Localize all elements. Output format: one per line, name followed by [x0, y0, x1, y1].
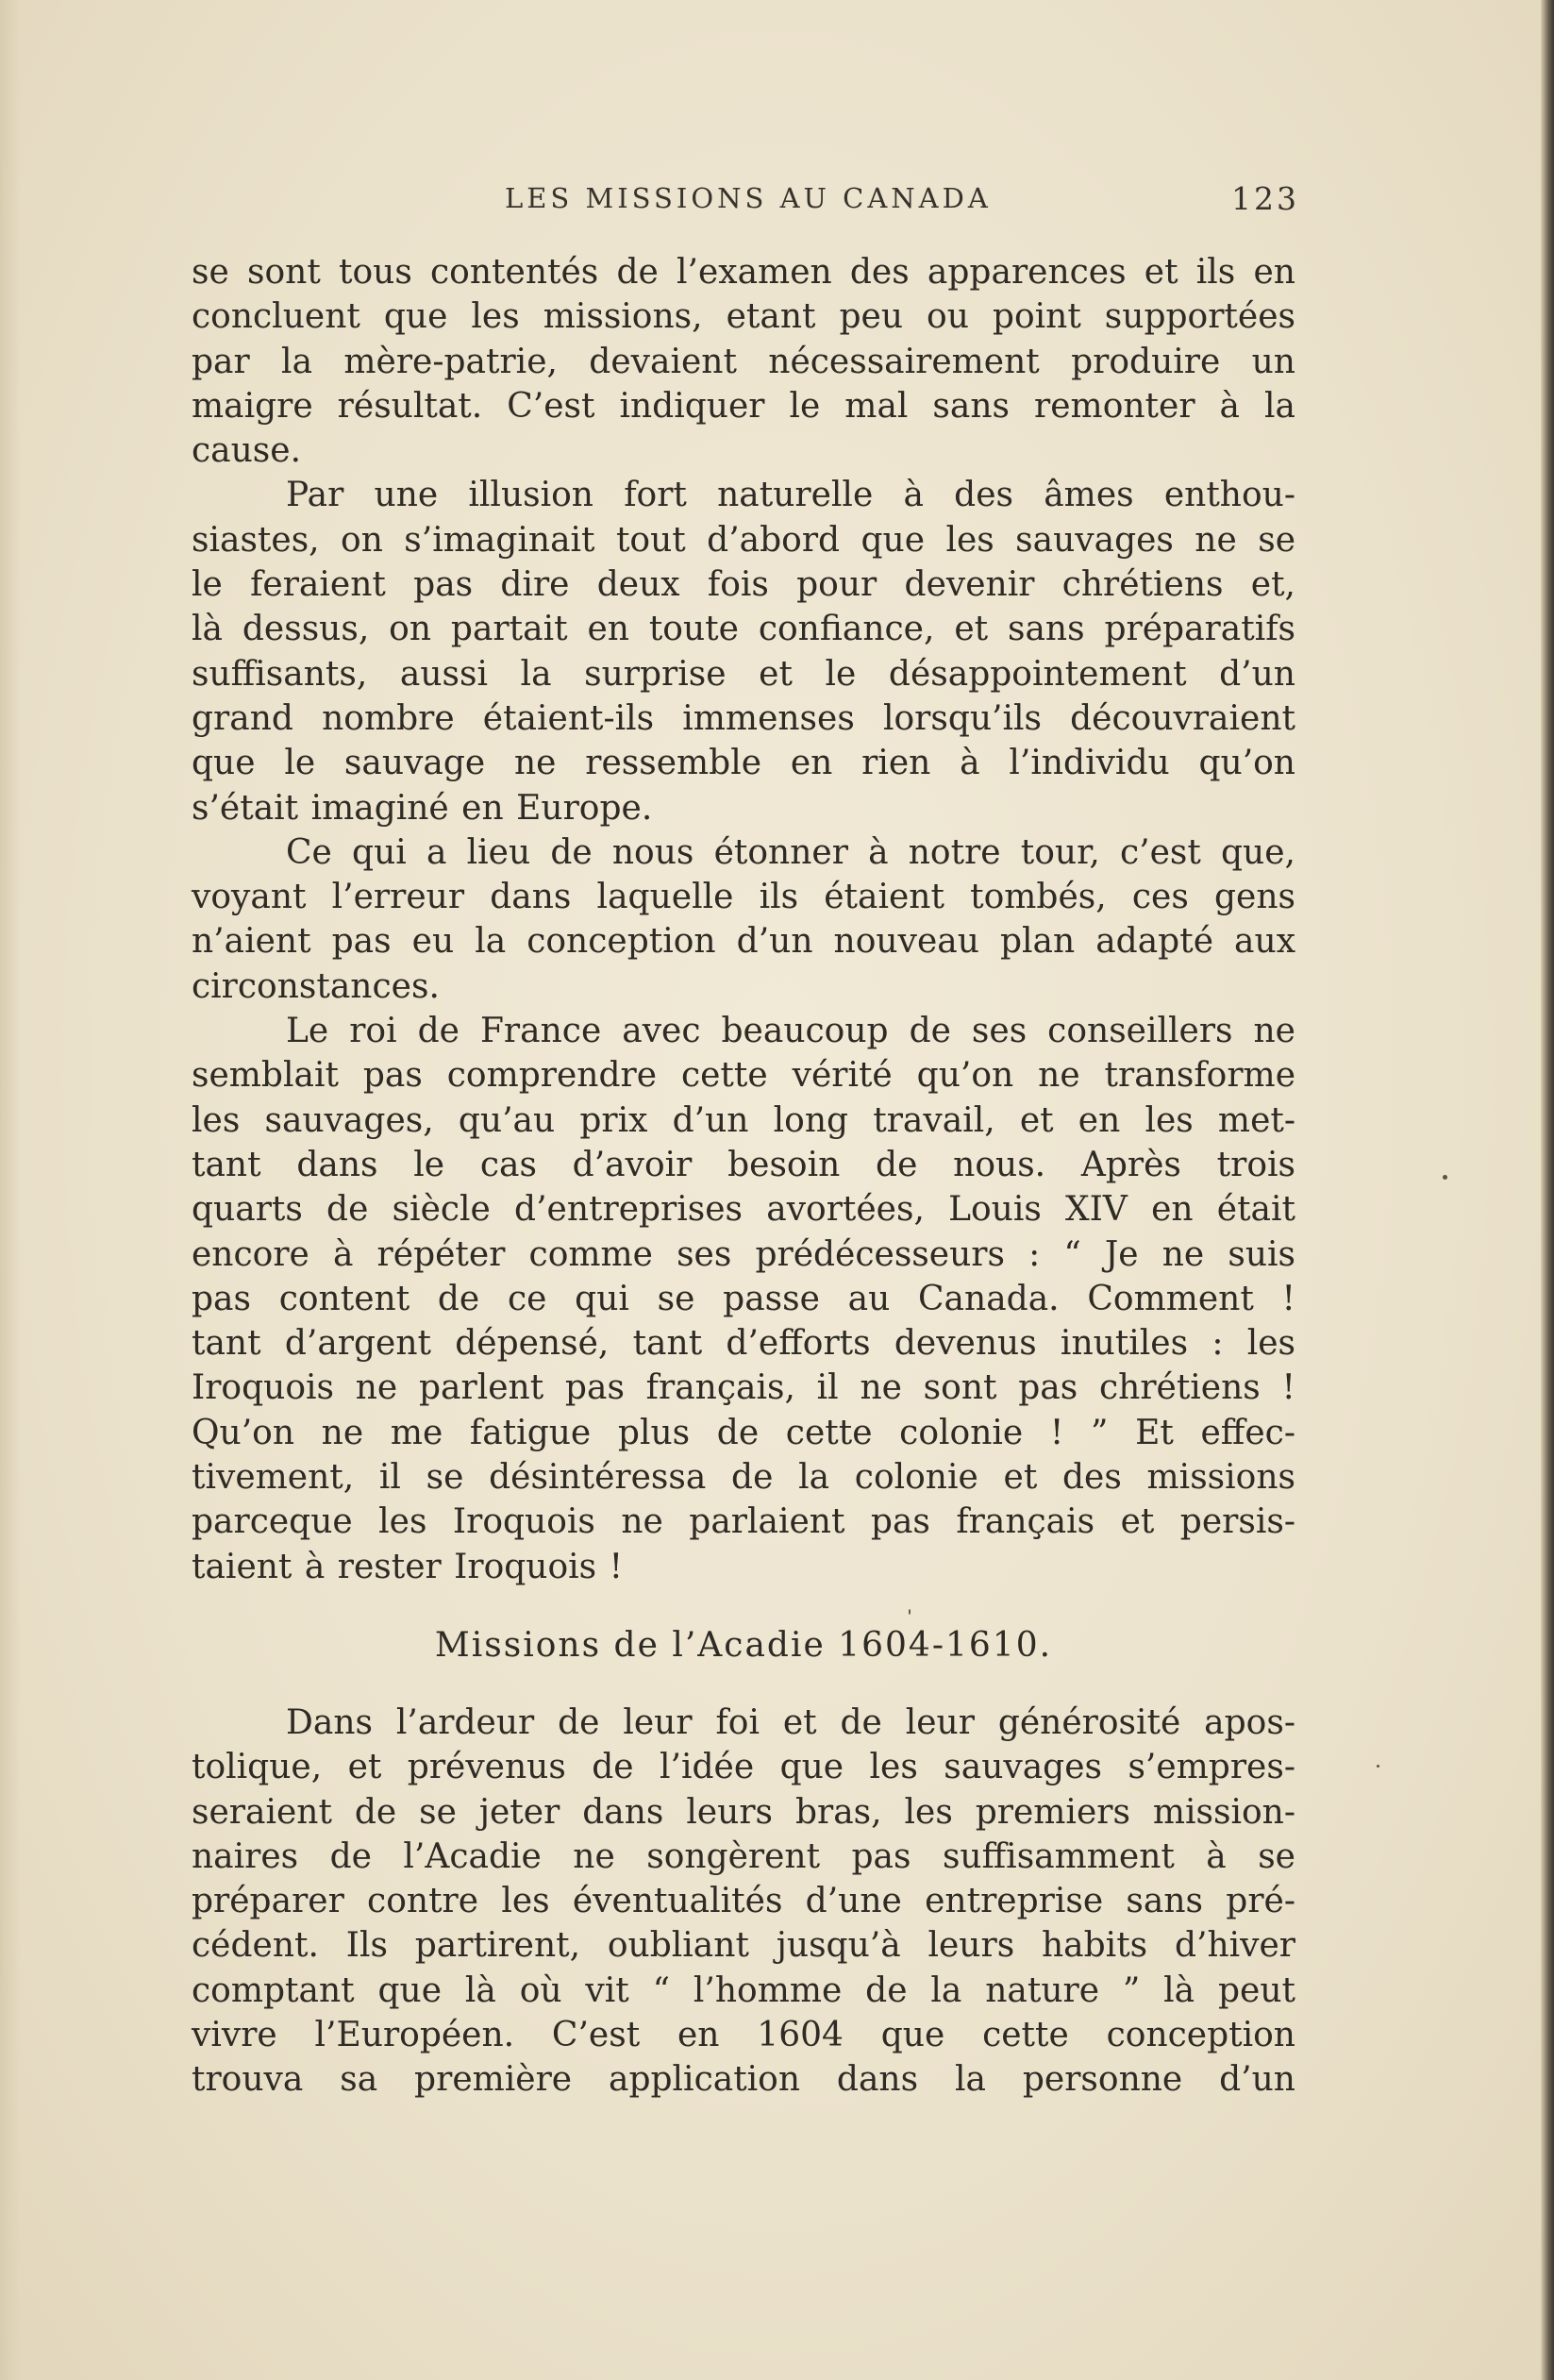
- text-line: grand nombre étaient-ils immenses lorsqu’ils découvraient: [192, 698, 1295, 738]
- text-line: n’aient pas eu la conception d’un nouveau plan adapté aux: [192, 922, 1295, 962]
- text-line: tant d’argent dépensé, tant d’efforts devenus inutiles : les: [192, 1324, 1295, 1364]
- text-line: cause.: [192, 431, 302, 471]
- text-line: comptant que là où vit “ l’homme de la nature ” là peut: [192, 1970, 1295, 2010]
- text-line: taient à rester Iroquois !: [192, 1547, 624, 1586]
- page-edge-shadow: [1541, 0, 1554, 2380]
- text-line: siastes, on s’imaginait tout d’abord que les sauvages ne se: [192, 520, 1295, 560]
- text-line: seraient de se jeter dans leurs bras, les premiers mission-: [192, 1792, 1295, 1832]
- text-line: Qu’on ne me fatigue plus de cette colonie ! ” Et effec-: [192, 1413, 1295, 1452]
- text-line: les sauvages, qu’au prix d’un long travail, et en les met-: [192, 1100, 1295, 1140]
- text-line: là dessus, on partait en toute confiance, et sans préparatifs: [192, 610, 1295, 649]
- text-line: quarts de siècle d’entreprises avortées, Louis XIV en était: [192, 1190, 1295, 1230]
- text-line: cédent. Ils partirent, oubliant jusqu’à leurs habits d’hiver: [192, 1926, 1295, 1966]
- text-line: préparer contre les éventualités d’une entreprise sans pré-: [192, 1882, 1295, 1921]
- text-line: encore à répéter comme ses prédécesseurs : “ Je ne suis: [192, 1234, 1295, 1274]
- body-text: [192, 250, 1295, 2103]
- text-line: voyant l’erreur dans laquelle ils étaient tombés, ces gens: [192, 878, 1295, 917]
- text-line: maigre résultat. C’est indiquer le mal sans remonter à la: [192, 386, 1295, 426]
- text-line: circonstances.: [192, 966, 440, 1006]
- text-line: tivement, il se désintéressa de la colonie et des missions: [192, 1458, 1295, 1498]
- text-line: Dans l’ardeur de leur foi et de leur générosité apos-: [286, 1702, 1295, 1742]
- text-line: trouva sa première application dans la personne d’un: [192, 2060, 1295, 2100]
- page-number: 123: [1231, 180, 1299, 217]
- paper-speck: [1443, 1175, 1447, 1180]
- text-line: se sont tous contentés de l’examen des apparences et ils en: [192, 253, 1295, 292]
- text-line: Par une illusion fort naturelle à des âmes enthou-: [286, 476, 1295, 515]
- text-line: Iroquois ne parlent pas français, il ne sont pas chrétiens !: [192, 1368, 1295, 1408]
- text-line: pas content de ce qui se passe au Canada. Comment !: [192, 1279, 1295, 1318]
- text-line: parceque les Iroquois ne parlaient pas français et persis-: [192, 1502, 1295, 1542]
- paper-speck: [1377, 1765, 1379, 1768]
- text-line: le feraient pas dire deux fois pour devenir chrétiens et,: [192, 565, 1295, 605]
- text-line: naires de l’Acadie ne songèrent pas suffisamment à se: [192, 1836, 1295, 1876]
- text-line: Ce qui a lieu de nous étonner à notre tour, c’est que,: [286, 832, 1295, 872]
- text-line: s’était imaginé en Europe.: [192, 788, 653, 828]
- text-line: suffisants, aussi la surprise et le désappointement d’un: [192, 654, 1295, 694]
- text-line: vivre l’Européen. C’est en 1604 que cette conception: [192, 2015, 1295, 2054]
- text-line: concluent que les missions, etant peu ou point supportées: [192, 297, 1295, 337]
- text-line: tant dans le cas d’avoir besoin de nous. Après trois: [192, 1145, 1295, 1184]
- running-head-title: LES MISSIONS AU CANADA: [505, 182, 992, 214]
- page-gutter-shadow: [0, 0, 21, 2380]
- running-head: [193, 182, 1326, 220]
- text-line: Le roi de France avec beaucoup de ses conseillers ne: [286, 1012, 1295, 1051]
- text-line: que le sauvage ne ressemble en rien à l’individu qu’on: [192, 744, 1295, 783]
- section-heading: Missions de l’Acadie 1604-1610.: [434, 1625, 1053, 1665]
- text-line: tolique, et prévenus de l’idée que les sauvages s’empres-: [192, 1748, 1295, 1787]
- text-line: semblait pas comprendre cette vérité qu’on ne transforme: [192, 1056, 1295, 1096]
- text-line: par la mère-patrie, devaient nécessairement produire un: [192, 342, 1295, 381]
- paper-speck: [909, 1609, 911, 1615]
